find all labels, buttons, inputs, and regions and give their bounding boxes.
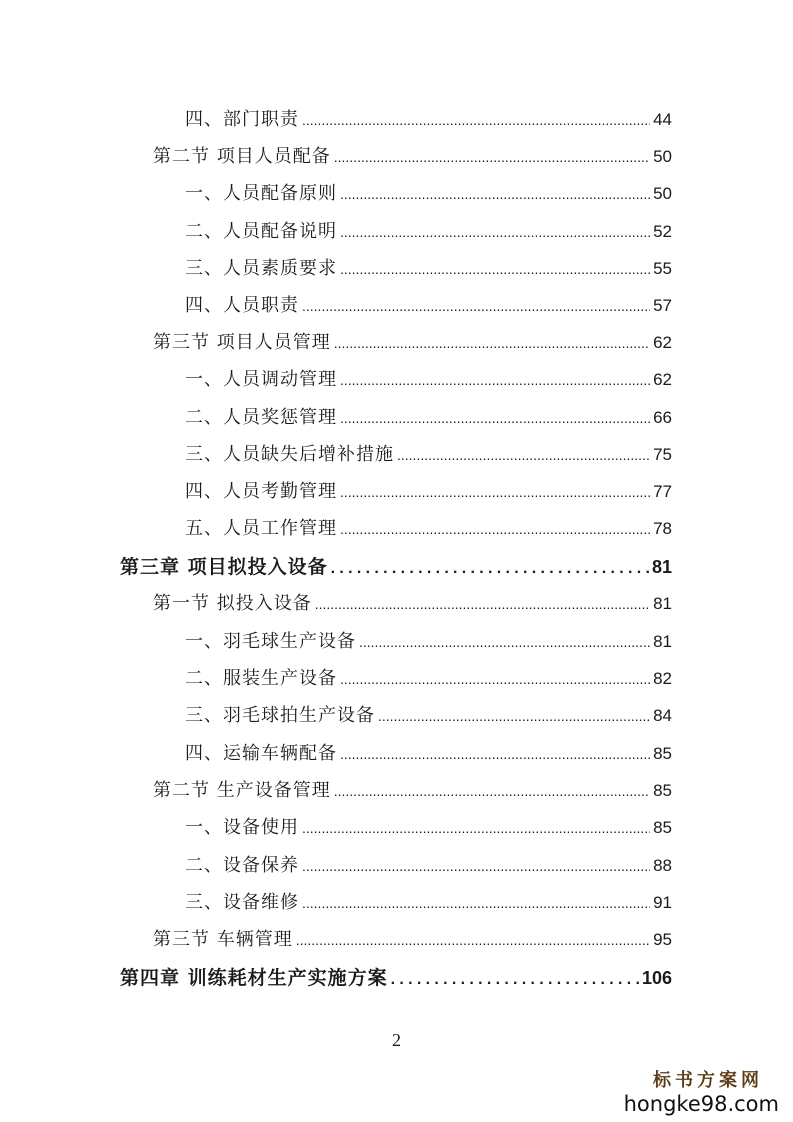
toc-entry-page: 77 — [653, 482, 672, 501]
toc-entry-title: 四、部门职责 — [185, 109, 299, 130]
dot-leader — [334, 329, 650, 357]
dot-leader — [397, 441, 650, 469]
toc-entry-page: 85 — [653, 744, 672, 763]
dot-leader — [302, 814, 650, 842]
toc-entry-title: 第二节 项目人员配备 — [153, 146, 331, 167]
dot-leader — [334, 143, 650, 171]
toc-entry-page: 62 — [653, 333, 672, 352]
toc-entry-title: 四、人员考勤管理 — [185, 481, 337, 502]
toc-entry[interactable] — [185, 441, 672, 469]
toc-entry-title: 二、人员配备说明 — [185, 221, 337, 242]
dot-leader — [340, 366, 650, 394]
toc-entry-page: 62 — [653, 370, 672, 389]
dot-leader — [302, 852, 650, 880]
dot-leader — [340, 218, 650, 246]
dot-leader — [340, 665, 650, 693]
toc-entry-title: 三、人员素质要求 — [185, 258, 337, 279]
dot-leader — [302, 889, 650, 917]
toc-entry-page: 88 — [653, 856, 672, 875]
toc-entry-title: 一、人员配备原则 — [185, 183, 337, 204]
toc-entry-title: 第三节 车辆管理 — [153, 929, 293, 950]
toc-entry-title: 二、人员奖惩管理 — [185, 407, 337, 428]
dot-leader — [340, 740, 650, 768]
toc-entry-title: 一、人员调动管理 — [185, 369, 337, 390]
toc-entry[interactable] — [153, 329, 672, 357]
toc-entry[interactable] — [185, 218, 672, 246]
toc-entry-page: 57 — [653, 296, 672, 315]
watermark-url: hongke98.com — [623, 1092, 779, 1116]
toc-entry[interactable] — [185, 255, 672, 283]
toc-entry-page: 78 — [653, 519, 672, 538]
page-number: 2 — [392, 1030, 401, 1050]
dot-leader — [296, 926, 650, 954]
toc-entry-title: 第三章 项目拟投入设备 — [120, 556, 328, 578]
toc-entry-page: 81 — [653, 632, 672, 651]
toc-entry-page: 75 — [653, 445, 672, 464]
toc-entry[interactable] — [185, 665, 672, 693]
toc-entry[interactable] — [185, 852, 672, 880]
toc-entry-title: 二、设备保养 — [185, 855, 299, 876]
toc-entry[interactable] — [185, 628, 672, 656]
toc-entry-page: 52 — [653, 222, 672, 241]
toc-entry-page: 50 — [653, 147, 672, 166]
toc-entry[interactable] — [153, 777, 672, 805]
dot-leader — [302, 292, 650, 320]
dot-leader — [340, 404, 650, 432]
toc-entry[interactable] — [185, 292, 672, 320]
toc-entry-page: 91 — [653, 893, 672, 912]
toc-entry-title: 一、羽毛球生产设备 — [185, 631, 356, 652]
dot-leader — [315, 590, 650, 618]
dot-leader — [340, 515, 650, 543]
toc-entry-title: 三、羽毛球拍生产设备 — [185, 705, 375, 726]
toc-entry-title: 五、人员工作管理 — [185, 518, 337, 539]
toc-entry-page: 55 — [653, 259, 672, 278]
toc-entry[interactable] — [185, 889, 672, 917]
toc-entry[interactable] — [153, 926, 672, 954]
toc-entry-title: 四、人员职责 — [185, 295, 299, 316]
toc-entry-title: 四、运输车辆配备 — [185, 743, 337, 764]
toc-entry-title: 第一节 拟投入设备 — [153, 593, 312, 614]
toc-entry[interactable] — [185, 404, 672, 432]
toc-entry-title: 三、设备维修 — [185, 892, 299, 913]
toc-entry-title: 二、服装生产设备 — [185, 668, 337, 689]
dot-leader — [334, 777, 650, 805]
toc-entry-page: 81 — [651, 557, 672, 577]
dot-leader — [331, 555, 649, 583]
watermark-logo — [624, 1070, 779, 1116]
toc-entry[interactable] — [185, 366, 672, 394]
toc-entry-page: 95 — [653, 930, 672, 949]
toc-entry-page: 44 — [653, 110, 672, 129]
toc-entry-page: 66 — [653, 408, 672, 427]
toc-entry-title: 三、人员缺失后增补措施 — [185, 444, 394, 465]
toc-chapter-entry[interactable] — [120, 964, 672, 992]
toc-entry-page: 85 — [653, 781, 672, 800]
toc-entry-title: 第二节 生产设备管理 — [153, 780, 331, 801]
dot-leader — [340, 180, 650, 208]
toc-entry-title: 第四章 训练耗材生产实施方案 — [120, 967, 388, 989]
toc-entry-page: 85 — [653, 818, 672, 837]
toc-entry-title: 一、设备使用 — [185, 817, 299, 838]
dot-leader — [340, 255, 650, 283]
toc-entry[interactable] — [185, 515, 672, 543]
dot-leader — [302, 106, 650, 134]
watermark-site-name: 标书方案网 — [653, 1070, 763, 1091]
toc-entry[interactable] — [185, 106, 672, 134]
toc-chapter-entry[interactable] — [120, 553, 672, 581]
toc-entry[interactable] — [185, 814, 672, 842]
toc-entry-page: 81 — [653, 594, 672, 613]
toc-entry-page: 82 — [653, 669, 672, 688]
toc-entry-page: 106 — [641, 968, 672, 988]
dot-leader — [378, 702, 650, 730]
toc-entry[interactable] — [185, 702, 672, 730]
toc-entry[interactable] — [185, 740, 672, 768]
dot-leader — [359, 628, 650, 656]
toc-entry-page: 50 — [653, 184, 672, 203]
dot-leader — [391, 966, 639, 994]
toc-entry[interactable] — [185, 478, 672, 506]
toc-entry-title: 第三节 项目人员管理 — [153, 332, 331, 353]
toc-entry[interactable] — [185, 180, 672, 208]
toc-entry-page: 84 — [653, 706, 672, 725]
toc-entry[interactable] — [153, 143, 672, 171]
dot-leader — [340, 478, 650, 506]
toc-entry[interactable] — [153, 590, 672, 618]
